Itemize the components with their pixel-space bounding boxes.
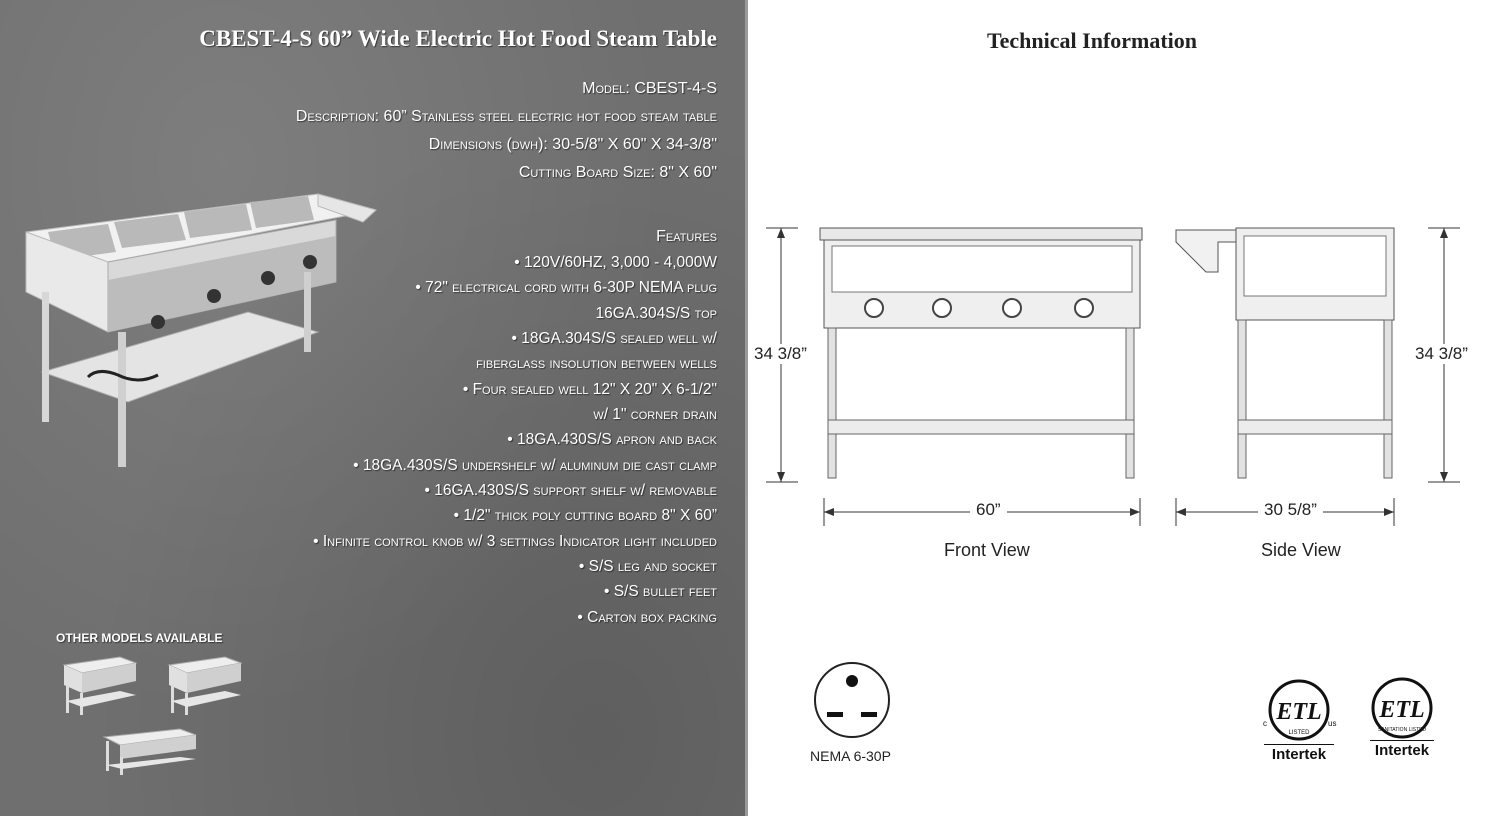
- spec-key: Cutting Board Size:: [518, 164, 660, 181]
- us-mark: us: [1328, 719, 1337, 728]
- feature-item: • Infinite control knob w/ 3 settings Indicator light included: [313, 533, 717, 550]
- feature-item: • S/S bullet feet: [603, 583, 717, 600]
- feature-item: • 18GA.430S/S apron and back: [507, 431, 717, 448]
- etl-sanitation-logo: [1364, 676, 1440, 762]
- spec-description: [296, 108, 717, 126]
- side-view-label: Side View: [1261, 540, 1341, 560]
- other-model-5-well-thumbnail[interactable]: [100, 727, 200, 777]
- spec-value: 60” Stainless steel electric hot food steam table: [383, 108, 717, 125]
- spec-value: CBEST-4-S: [634, 80, 717, 97]
- side-height-dimension: 34 3/8”: [1415, 344, 1468, 363]
- feature-item: w/ 1" corner drain: [593, 406, 717, 423]
- spec-cutting-board: [519, 164, 717, 182]
- feature-item: • 120V/60HZ, 3,000 - 4,000W: [514, 254, 717, 271]
- etl-mark-icon: [1256, 678, 1342, 742]
- etl-mark: ETL: [1379, 697, 1425, 723]
- feature-item: • 72" electrical cord with 6-30P NEMA plug: [415, 279, 717, 296]
- etl-sanitation-mark-icon: [1364, 676, 1440, 740]
- other-model-3-well-alt-thumbnail[interactable]: [165, 655, 245, 717]
- feature-item: • 18GA.430S/S undershelf w/ aluminum die cast clamp: [353, 457, 717, 474]
- spec-value: 30-5/8" X 60" X 34-3/8": [552, 136, 717, 153]
- nema-plug-icon: [812, 660, 892, 740]
- feature-item: • Carton box packing: [577, 609, 717, 626]
- feature-item: • 18GA.304S/S sealed well w/: [511, 330, 717, 347]
- spec-value: 8" X 60": [659, 164, 717, 181]
- feature-item: • S/S leg and socket: [578, 558, 717, 575]
- features-heading: Features: [656, 228, 717, 245]
- spec-dimensions: [429, 136, 717, 154]
- front-view-label: Front View: [944, 540, 1030, 560]
- feature-item: • 1/2" thick poly cutting board 8" X 60”: [453, 507, 717, 524]
- intertek-label: Intertek: [1374, 742, 1430, 759]
- front-height-dimension: 34 3/8”: [754, 344, 807, 363]
- etl-mark: ETL: [1276, 699, 1322, 725]
- intertek-label: Intertek: [1271, 746, 1327, 763]
- other-model-3-well-thumbnail[interactable]: [60, 655, 140, 717]
- feature-item: fiberglass insolution between wells: [476, 355, 717, 372]
- spec-model: [582, 80, 717, 98]
- technical-drawing: [748, 200, 1487, 530]
- nema-plug-label: NEMA 6-30P: [810, 748, 891, 764]
- spec-key: Dimensions (dwh):: [428, 136, 553, 153]
- front-width-dimension: 60”: [970, 500, 1007, 520]
- spec-key: Description:: [295, 108, 384, 125]
- feature-item: 16GA.304S/S top: [595, 305, 717, 322]
- side-width-dimension: 30 5/8”: [1258, 500, 1323, 520]
- etl-listed-logo: [1256, 678, 1342, 764]
- other-models-label: OTHER MODELS AVAILABLE: [56, 631, 223, 645]
- listed-text: LISTED: [1288, 730, 1310, 736]
- spec-key: Model:: [582, 80, 635, 97]
- feature-item: • Four sealed well 12" X 20" X 6-1/2": [462, 381, 717, 398]
- technical-title: Technical Information: [987, 28, 1198, 53]
- features-list: [17, 228, 717, 628]
- feature-item: • 16GA.430S/S support shelf w/ removable: [424, 482, 717, 499]
- product-title: CBEST-4-S 60” Wide Electric Hot Food Steam Table: [199, 26, 717, 51]
- sanitation-listed-text: SANITATION LISTED: [1377, 727, 1427, 733]
- c-mark: c: [1263, 719, 1267, 728]
